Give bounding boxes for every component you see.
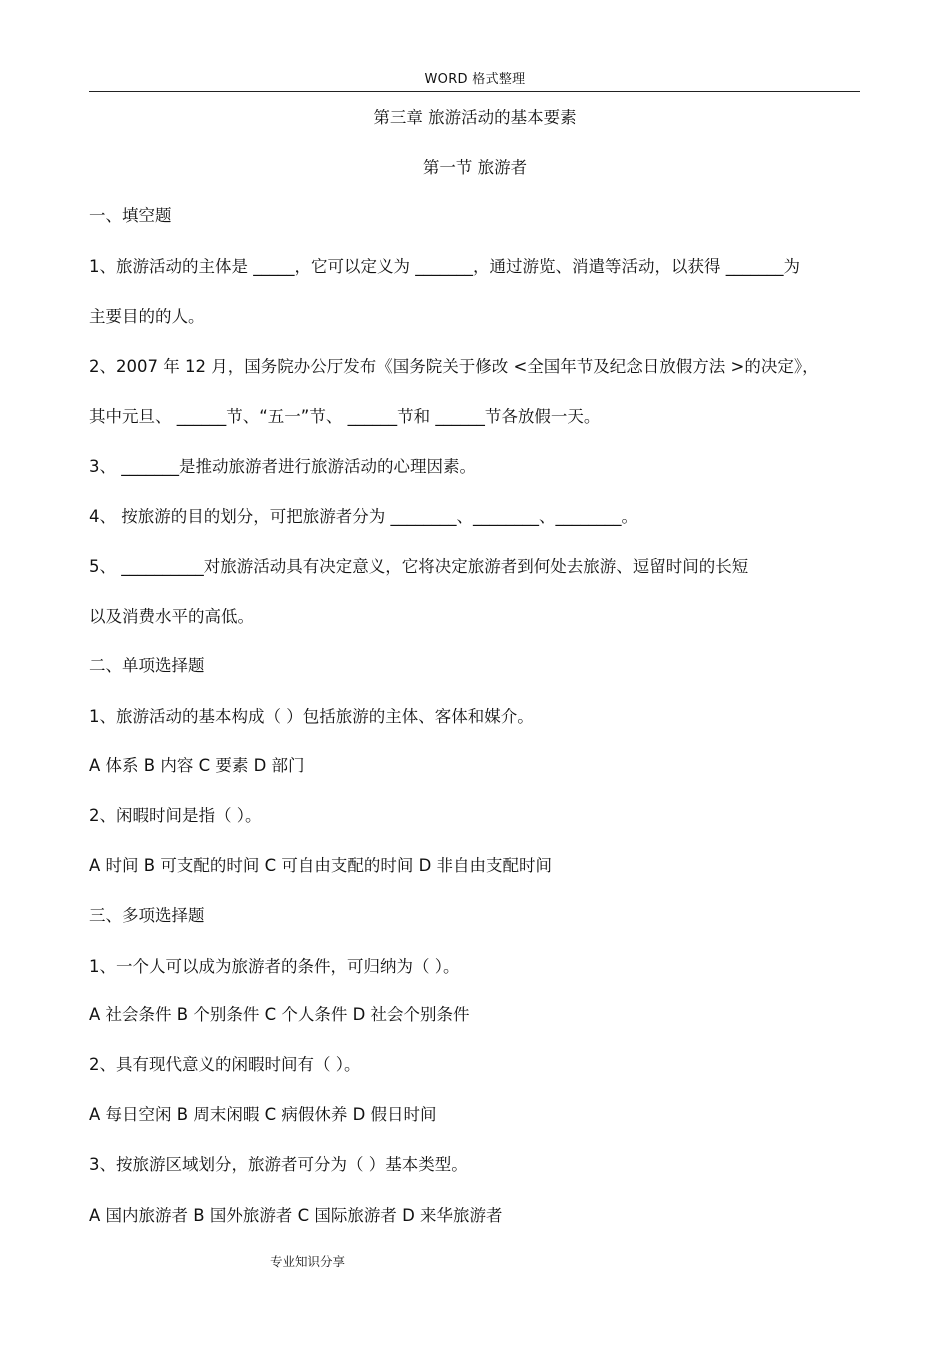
question-line: 2、2007 年 12 月，国务院办公厅发布《国务院关于修改 <全国年节及纪念日放假方法 >的决定》， bbox=[89, 357, 819, 376]
question-line: 其中元旦、 ______节、“五一”节、 ______节和 ______节各放假一天。 bbox=[89, 407, 601, 426]
page-header: WORD 格式整理 bbox=[424, 72, 526, 87]
question-line: 1、一个人可以成为旅游者的条件，可归纳为（ ）。 bbox=[89, 957, 460, 976]
question-line: 4、 按旅游的目的划分，可把旅游者分为 ________、________、________。 bbox=[89, 507, 638, 526]
question-line: 1、旅游活动的基本构成（ ）包括旅游的主体、客体和媒介。 bbox=[89, 707, 534, 726]
question-line: 1、旅游活动的主体是 _____，它可以定义为 _______，通过游览、消遣等活动，以获得 _______为 bbox=[89, 257, 800, 276]
section-title: 第一节 旅游者 bbox=[422, 158, 528, 177]
question-line: 5、 __________对旅游活动具有决定意义，它将决定旅游者到何处去旅游、逗留时间的长短 bbox=[89, 557, 749, 576]
section-heading-multiple-choice: 三、多项选择题 bbox=[89, 906, 205, 925]
section-heading-fill-blank: 一、填空题 bbox=[89, 206, 172, 225]
question-line: 3、 _______是推动旅游者进行旅游活动的心理因素。 bbox=[89, 457, 476, 476]
options-line: A 时间 B 可支配的时间 C 可自由支配的时间 D 非自由支配时间 bbox=[89, 856, 553, 875]
question-line: 主要目的的人。 bbox=[89, 307, 205, 326]
question-line: 2、闲暇时间是指（ ）。 bbox=[89, 806, 262, 825]
question-line: 3、按旅游区域划分，旅游者可分为（ ）基本类型。 bbox=[89, 1155, 468, 1174]
question-line: 以及消费水平的高低。 bbox=[89, 607, 254, 626]
chapter-title: 第三章 旅游活动的基本要素 bbox=[373, 108, 577, 127]
section-heading-single-choice: 二、单项选择题 bbox=[89, 656, 205, 675]
options-line: A 社会条件 B 个别条件 C 个人条件 D 社会个别条件 bbox=[89, 1005, 470, 1024]
question-line: 2、具有现代意义的闲暇时间有（ ）。 bbox=[89, 1055, 361, 1074]
options-line: A 国内旅游者 B 国外旅游者 C 国际旅游者 D 来华旅游者 bbox=[89, 1206, 503, 1225]
header-divider bbox=[89, 91, 860, 92]
page-footer: 专业知识分享 bbox=[270, 1254, 346, 1269]
options-line: A 体系 B 内容 C 要素 D 部门 bbox=[89, 756, 305, 775]
options-line: A 每日空闲 B 周末闲暇 C 病假休养 D 假日时间 bbox=[89, 1105, 437, 1124]
